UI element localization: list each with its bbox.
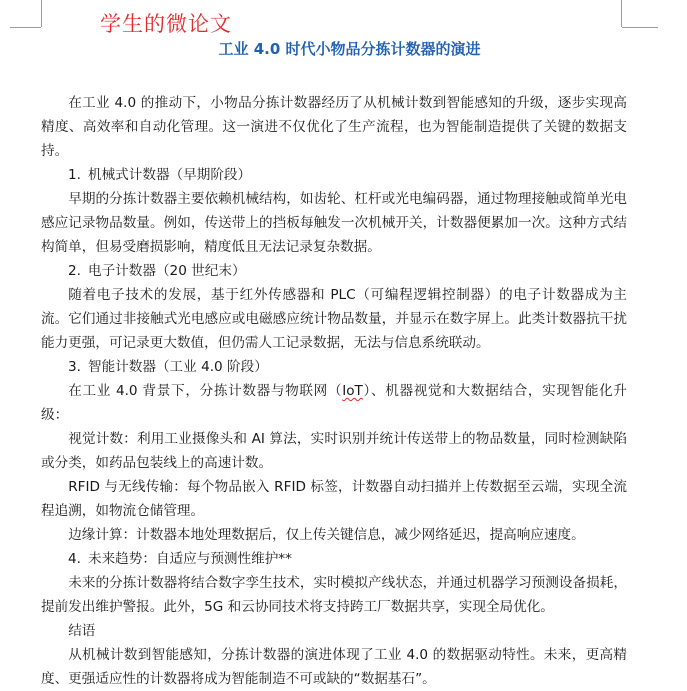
section-heading-text: 电子计数器（20 世纪末）	[88, 263, 246, 279]
section-body-3	[41, 379, 627, 427]
list-item-visual-counting: 视觉计数：利用工业摄像头和 AI 算法，实时识别并统计传送带上的物品数量，同时检测缺陷或分类，如药品包装线上的高速计数。	[41, 431, 627, 471]
section-number: 1.	[68, 167, 81, 183]
crop-mark-top-left-horizontal	[10, 27, 41, 28]
section-heading-3	[41, 355, 627, 379]
header-brand-text: 学生的微论文	[100, 12, 232, 36]
document-body	[41, 91, 627, 691]
section-heading-2	[41, 259, 627, 283]
crop-mark-top-left-vertical	[41, 0, 42, 27]
crop-mark-top-right-horizontal	[622, 27, 658, 28]
conclusion-paragraph: 从机械计数到智能感知，分拣计数器的演进体现了工业 4.0 的数据驱动特性。未来，更高精度、更强适应性的计数器将成为智能制造不可或缺的“数据基石”。	[41, 647, 627, 687]
section-heading-4	[41, 547, 627, 571]
list-item-rfid: RFID 与无线传输：每个物品嵌入 RFID 标签，计数器自动扫描并上传数据至云端，实现全流程追溯，如物流仓储管理。	[41, 479, 627, 519]
section-body-4: 未来的分拣计数器将结合数字孪生技术，实时模拟产线状态，并通过机器学习预测设备损耗，提前发出维护警报。此外，5G 和云协同技术将支持跨工厂数据共享，实现全局优化。	[41, 575, 627, 615]
section-body-1: 早期的分拣计数器主要依赖机械结构，如齿轮、杠杆或光电编码器，通过物理接触或简单光电感应记录物品数量。例如，传送带上的挡板每触发一次机械开关，计数器便累加一次。这种方式结构简单，但易受磨损影响，精度低且无法记录复杂数据。	[41, 191, 627, 255]
crop-mark-top-right-vertical	[621, 0, 622, 27]
section-heading-text: 未来趋势：自适应与预测性维护**	[88, 551, 292, 567]
body-text-pre: 在工业 4.0 背景下，分拣计数器与物联网（	[68, 383, 343, 399]
section-heading-text: 机械式计数器（早期阶段）	[88, 167, 252, 183]
spellcheck-flagged-word[interactable]: IoT	[342, 383, 363, 399]
section-number: 4.	[68, 551, 81, 567]
section-number: 3.	[68, 359, 81, 375]
section-number: 2.	[68, 263, 81, 279]
section-heading-1	[41, 163, 627, 187]
section-body-2: 随着电子技术的发展，基于红外传感器和 PLC（可编程逻辑控制器）的电子计数器成为主流。它们通过非接触式光电感应或电磁感应统计物品数量，并显示在数字屏上。此类计数器抗干扰能力更强，可记录更大数值，但仍需人工记录数据，无法与信息系统联动。	[41, 287, 627, 351]
document-title: 工业 4.0 时代小物品分拣计数器的演进	[218, 40, 481, 58]
list-item-edge-computing: 边缘计算：计数器本地处理数据后，仅上传关键信息，减少网络延迟，提高响应速度。	[68, 527, 585, 543]
conclusion-heading: 结语	[68, 623, 96, 639]
intro-paragraph: 在工业 4.0 的推动下，小物品分拣计数器经历了从机械计数到智能感知的升级，逐步实现高精度、高效率和自动化管理。这一演进不仅优化了生产流程，也为智能制造提供了关键的数据支持。	[41, 95, 627, 159]
section-heading-text: 智能计数器（工业 4.0 阶段）	[88, 359, 268, 375]
body-text-post: ）、机器视觉和大数据结合，实现智能化升级：	[41, 383, 628, 423]
